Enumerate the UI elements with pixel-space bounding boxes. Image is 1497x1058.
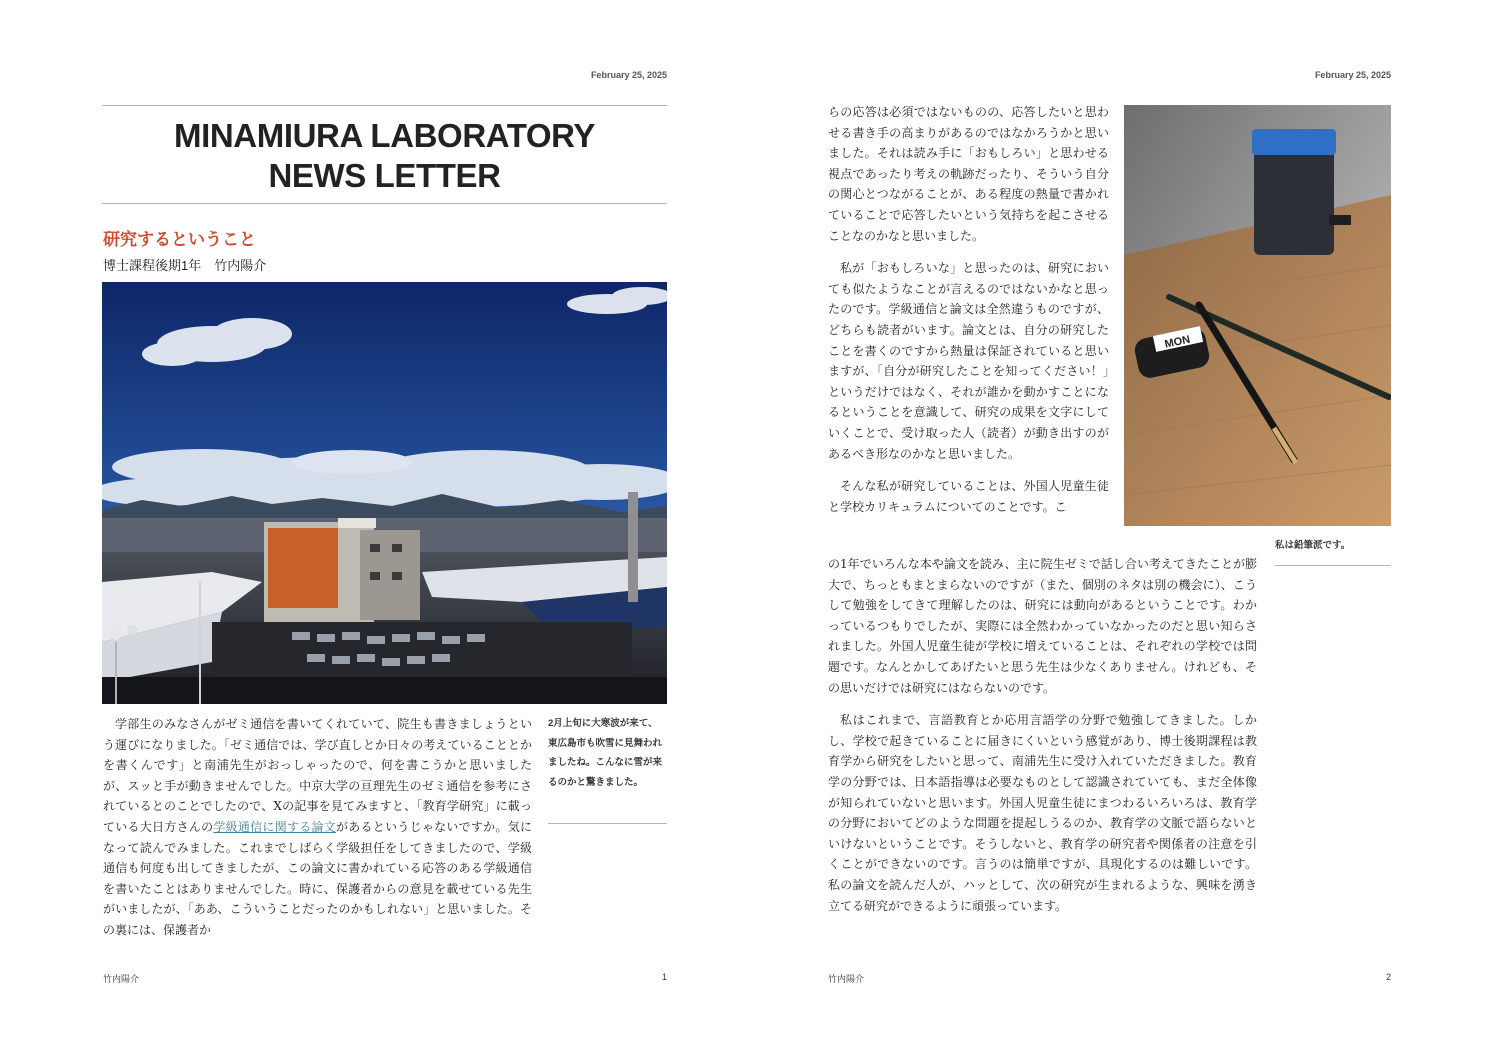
- thesis-link[interactable]: 学級通信に関する論文: [213, 819, 337, 834]
- page2-caption: 私は鉛筆派です。: [1275, 540, 1351, 551]
- page1-caption: 2月上旬に大寒波が来て、東広島市も吹雪に見舞われましたね。こんなに雪が来るのかと驚きました。: [548, 718, 663, 788]
- page2-paragraph-3-part-2: の1年でいろんな本や論文を読み、主に院生ゼミで話し合い考えてきたことが膨大で、ちっともまとまらないのですが（また、個別のネタは別の機会に）、こうして勉強をしてきて理解したのは、研究には動向があるということです。わかっているつもりでしたが、実際には全然わかっていなかったのだと思い知らされました。外国人児童生徒が学校に増えていることは、それぞれの学校では問題です。なんとかしてあげたいと思う先生は少なくありません。けれども、その思いだけでは研究にはならないのです。: [828, 557, 1257, 695]
- page1-body: [103, 714, 532, 953]
- page2-page-number: 2: [1385, 972, 1391, 982]
- page2-date: February 25, 2025: [1314, 70, 1391, 80]
- campus-photo: [102, 282, 667, 704]
- page1-page-number: 1: [661, 972, 667, 982]
- pencil-photo-graphic: [1124, 105, 1391, 526]
- byline: 博士課程後期1年 竹内陽介: [103, 258, 267, 273]
- article-title: 研究するということ: [103, 230, 256, 249]
- page2-column-narrow: [828, 102, 1109, 517]
- page1-caption-rule: [548, 823, 667, 824]
- page2-paragraph-1: らの応答は必須ではないものの、応答したいと思わせる書き手の高まりがあるのではなかろうかと思いました。それは読み手に「おもしろい」と思わせる視点であったり考えの軌跡だったり、そういう自分の関心とつながることが、ある程度の熱量で書かれていることで応答したいという気持ちを起こさせることなのかなと思いました。: [828, 105, 1109, 243]
- page2-footer-author: 竹内陽介: [828, 974, 865, 984]
- title-line-2: NEWS LETTER: [268, 157, 501, 194]
- page2-paragraph-3-part-1: そんな私が研究していることは、外国人児童生徒と学校カリキュラムについてのことです。こ: [828, 479, 1109, 514]
- page2-column-wide: [828, 554, 1257, 928]
- page2-paragraph-2: 私が「おもしろいな」と思ったのは、研究においても似たようなことが言えるのではないかなと思ったのです。学級通信と論文は全然違うものですが、どちらも読者がいます。論文とは、自分の研究したことを書くのですから熱量は保証されていると思いますが、「自分が研究したことを知ってください！」というだけではなく、それが誰かを動かすことになるということを意識して、研究の成果を文字にしていくことで、受け取った人（読者）が動き出すのがあるべき形なのかなと思いました。: [828, 261, 1109, 461]
- page2-caption-rule: [1275, 565, 1391, 566]
- title-bottom-rule: [102, 203, 667, 204]
- page1-body-text-after-link: があるというじゃないですか。気になって読んでみました。これまでしばらく学級担任をしてきましたので、学級通信も何度も出してきましたが、この論文に書かれている応答のある学級通信を書いたことはありませんでした。時に、保護者からの意見を載せている先生がいましたが、「ああ、こういうことだったのかもしれない」と思いました。その裏には、保護者か: [103, 819, 532, 937]
- newsletter-title: [102, 116, 667, 196]
- page1-footer-author: 竹内陽介: [103, 974, 140, 984]
- eraser-label: MON: [1163, 333, 1192, 351]
- page1-date: February 25, 2025: [590, 70, 667, 80]
- campus-photo-graphic: [102, 282, 667, 704]
- title-line-1: MINAMIURA LABORATORY: [174, 117, 595, 154]
- page1-body-text-before-link: 学部生のみなさんがゼミ通信を書いてくれていて、院生も書きましょうという運びになりました。「ゼミ通信では、学び直しとか日々の考えていることとかを書くんです」と南浦先生がおっしゃったので、何を書こうかと思いましたが、スッと手が動きませんでした。中京大学の亘理先生のゼミ通信を参考にされているとのことでしたので、Xの記事を見てみますと、「教育学研究」に載っている大日方さんの: [103, 717, 532, 834]
- page2-paragraph-4: 私はこれまで、言語教育とか応用言語学の分野で勉強してきました。しかし、学校で起きていることに届きにくいという感覚があり、博士後期課程は教育学から研究をしたいと思って、南浦先生に受け入れていただきました。教育学の分野では、日本語指導は必要なものとして認識されていても、まだ全体像が知られていないと思います。外国人児童生徒にまつわるいろいろは、教育学の分野においてどのような問題を提起しうるのか、教育学の文脈で語らないといけないということです。そうしないと、教育学の研究者や関係者の注意を引くことができないのです。言うのは簡単ですが、具現化するのは難しいです。私の論文を読んだ人が、ハッとして、次の研究が生まれるような、興味を湧き立てる研究ができるように頑張っています。: [828, 713, 1257, 913]
- title-top-rule: [102, 105, 667, 106]
- pencil-photo: [1124, 105, 1391, 526]
